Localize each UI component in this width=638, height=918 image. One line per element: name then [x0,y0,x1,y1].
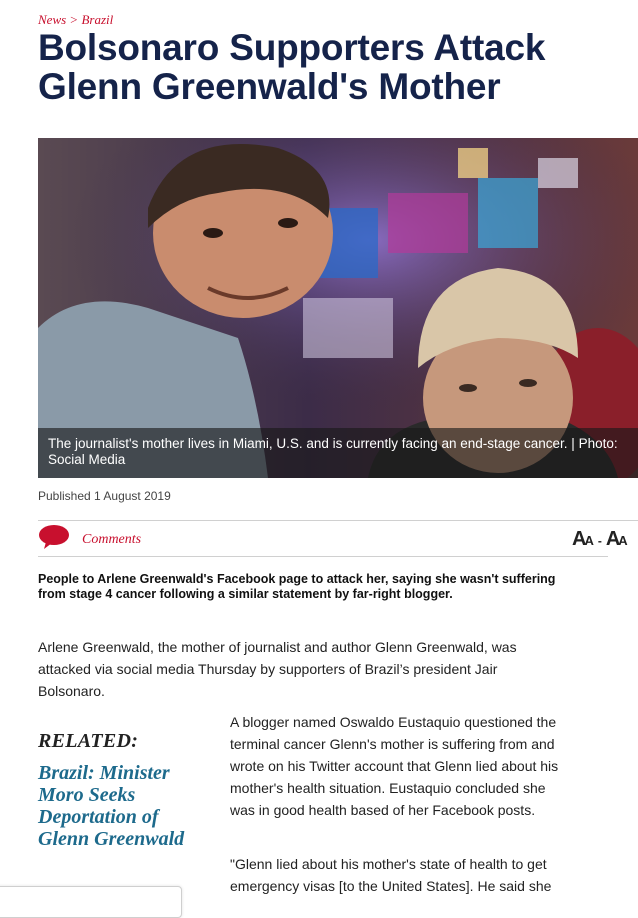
font-increase-small-glyph: A [584,533,594,548]
article-paragraph-1: Arlene Greenwald, the mother of journalist and author Glenn Greenwald, was attacked via social media Thursday by supporters of Brazil’s president Jair Bolsonaro. [38,639,517,699]
article-paragraph-3: "Glenn lied about his mother's state of health to get emergency visas [to the United States]. He said she [230,856,552,894]
photo-illustration [38,138,638,478]
font-size-controls [572,528,628,551]
article-summary: People to Arlene Greenwald's Facebook page to attack her, saying she wasn't suffering from stage 4 cancer following a similar statement by far-right blogger. [38,572,556,601]
comments-link-group[interactable] [38,524,141,555]
photo-caption: The journalist's mother lives in Miami, U.S. and is currently facing an end-stage cancer. | Photo: Social Media [38,428,638,478]
comments-link[interactable]: Comments [82,531,142,547]
floating-widget[interactable] [0,886,182,918]
page-title: Bolsonaro Supporters Attack Glenn Greenwald's Mother [38,27,546,107]
font-decrease-small-glyph: A [618,533,628,548]
speech-bubble-icon[interactable] [38,524,70,555]
article-photo [38,138,638,478]
related-article-link[interactable]: Brazil: Minister Moro Seeks Deportation of Glenn Greenwald [38,762,185,850]
article-paragraph-2: A blogger named Oswaldo Eustaquio questioned the terminal cancer Glenn's mother is suffering from and wrote on his Twitter account that Glenn lied about his mother's health situation. Eustaquio concluded she was in good health based of her Facebook posts. [230,714,559,818]
related-heading: RELATED: [38,730,139,752]
breadcrumb-brazil-link[interactable]: Brazil [81,12,114,27]
font-increase-button[interactable]: A [572,528,587,550]
font-size-separator: - [597,534,602,548]
published-date: Published 1 August 2019 [38,489,171,503]
font-decrease-button[interactable]: A [605,528,621,550]
breadcrumb [38,12,113,28]
divider-bottom [38,556,608,557]
divider-top [38,520,638,521]
breadcrumb-separator: > [69,12,79,27]
breadcrumb-news-link[interactable]: News [38,12,67,27]
